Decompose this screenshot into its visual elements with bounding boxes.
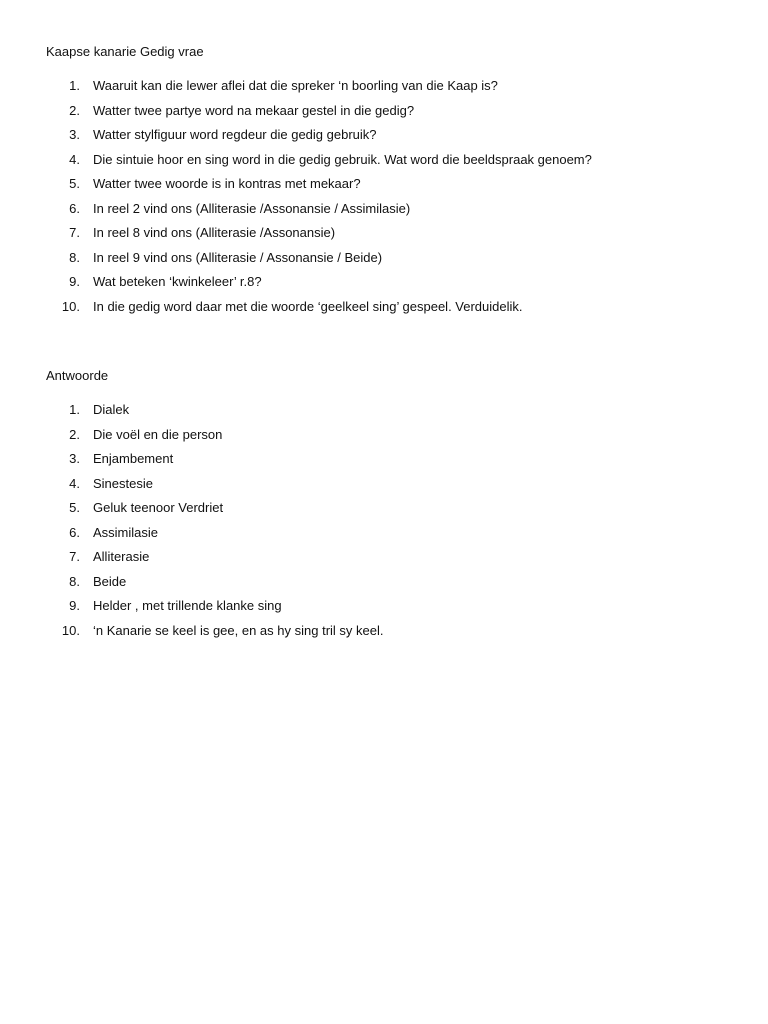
answer-number: 5. xyxy=(69,500,80,515)
answer-text: Sinestesie xyxy=(93,475,153,491)
question-text: Die sintuie hoor en sing word in die gedig gebruik. Wat word die beeldspraak genoem? xyxy=(93,151,592,167)
question-number: 9. xyxy=(69,274,80,289)
answer-text: Die voël en die person xyxy=(93,426,223,442)
question-number: 5. xyxy=(69,176,80,191)
question-text: In reel 2 vind ons (Alliterasie /Assonansie / Assimilasie) xyxy=(93,200,411,216)
answer-number: 3. xyxy=(69,451,80,466)
question-number: 3. xyxy=(69,127,80,142)
question-number: 6. xyxy=(69,200,80,216)
question-number: 7. xyxy=(69,225,80,240)
question-number: 4. xyxy=(69,151,80,167)
question-text: Wat beteken ‘kwinkeleer’ r.8? xyxy=(93,274,262,289)
answer-number: 2. xyxy=(69,426,80,442)
question-text: Waaruit kan die lewer aflei dat die spreker ‘n boorling van die Kaap is? xyxy=(93,78,498,93)
question-text: In reel 8 vind ons (Alliterasie /Assonansie) xyxy=(93,225,336,240)
answer-text: Helder , met trillende klanke sing xyxy=(93,598,282,613)
question-text: Watter twee partye word na mekaar gestel in die gedig? xyxy=(93,102,415,118)
question-text: Watter stylfiguur word regdeur die gedig gebruik? xyxy=(93,127,377,142)
answer-number: 10. xyxy=(61,622,80,638)
answer-text: Enjambement xyxy=(93,451,174,466)
answer-text: Assimilasie xyxy=(93,524,159,540)
answer-number: 1. xyxy=(69,402,80,417)
answer-text: Alliterasie xyxy=(93,549,150,564)
answer-text: Dialek xyxy=(93,402,130,417)
question-text: In die gedig word daar met die woorde ‘geelkeel sing’ gespeel. Verduidelik. xyxy=(93,298,523,314)
question-number: 1. xyxy=(69,78,80,93)
answer-text: Geluk teenoor Verdriet xyxy=(93,500,224,515)
answer-text: Beide xyxy=(93,573,127,589)
answers-heading: Antwoorde xyxy=(46,368,109,383)
answer-number: 4. xyxy=(69,475,80,491)
questions-heading: Kaapse kanarie Gedig vrae xyxy=(46,44,204,59)
question-number: 8. xyxy=(69,249,80,265)
answer-text: ‘n Kanarie se keel is gee, en as hy sing tril sy keel. xyxy=(93,622,384,638)
question-number: 2. xyxy=(69,102,80,118)
answer-number: 9. xyxy=(69,598,80,613)
answer-number: 7. xyxy=(69,549,80,564)
question-text: In reel 9 vind ons (Alliterasie / Assonansie / Beide) xyxy=(93,249,383,265)
question-text: Watter twee woorde is in kontras met mekaar? xyxy=(93,176,361,191)
answer-number: 8. xyxy=(69,573,80,589)
question-number: 10. xyxy=(61,298,80,314)
answer-number: 6. xyxy=(69,524,80,540)
